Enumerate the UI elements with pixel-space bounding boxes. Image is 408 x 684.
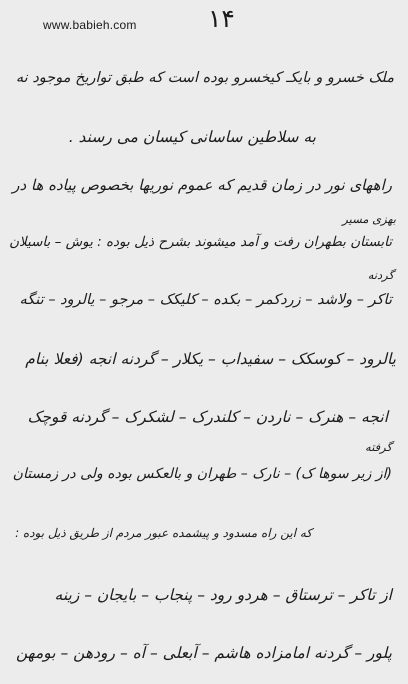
text-line: راههای نور در زمان قدیم که عموم نوریها بخصوص پیاده ها در [12,176,392,194]
site-url: www.babieh.com [43,18,137,32]
interlinear-note: بهزی مسیر [342,212,396,226]
text-line: یالرود – کوسکک – سفیداب – یکلار – گردنه انجه (فعلا بنام [25,350,396,368]
interlinear-note: گردنه [367,268,394,282]
text-line: پلور – گردنه امامزاده هاشم – آبعلی – آه – رودهن – بومهن [16,644,392,662]
text-line: که این راه مسدود و پیشمده عبور مردم از طریق ذیل بوده : [15,526,312,540]
text-line: از تاکر – ترستاق – هردو رود – پنجاب – بایجان – زینه [54,586,392,604]
text-line: ملک خسرو و بایکـ کیخسرو بوده است که طبق تواریخ موجود نه [15,70,394,86]
text-line: انجه – هنرک – ناردن – کلندرک – لشکرک – گردنه قوچک [27,408,388,426]
text-line: (از زیر سوها ک) – نارک – طهران و بالعکس بوده ولی در زمستان [12,466,392,482]
interlinear-note: گرفته [365,440,392,454]
text-line: تاکر – ولاشد – زردکمر – بکده – کلیکک – مرجو – یالرود – تنگه [19,292,392,308]
text-line: تابستان بطهران رفت و آمد میشوند بشرح ذیل بوده : یوش – باسیلان [9,234,392,250]
page-number: ۱۴ [208,4,235,33]
text-line: به سلاطین ساسانی کیسان می رسند . [68,128,316,146]
